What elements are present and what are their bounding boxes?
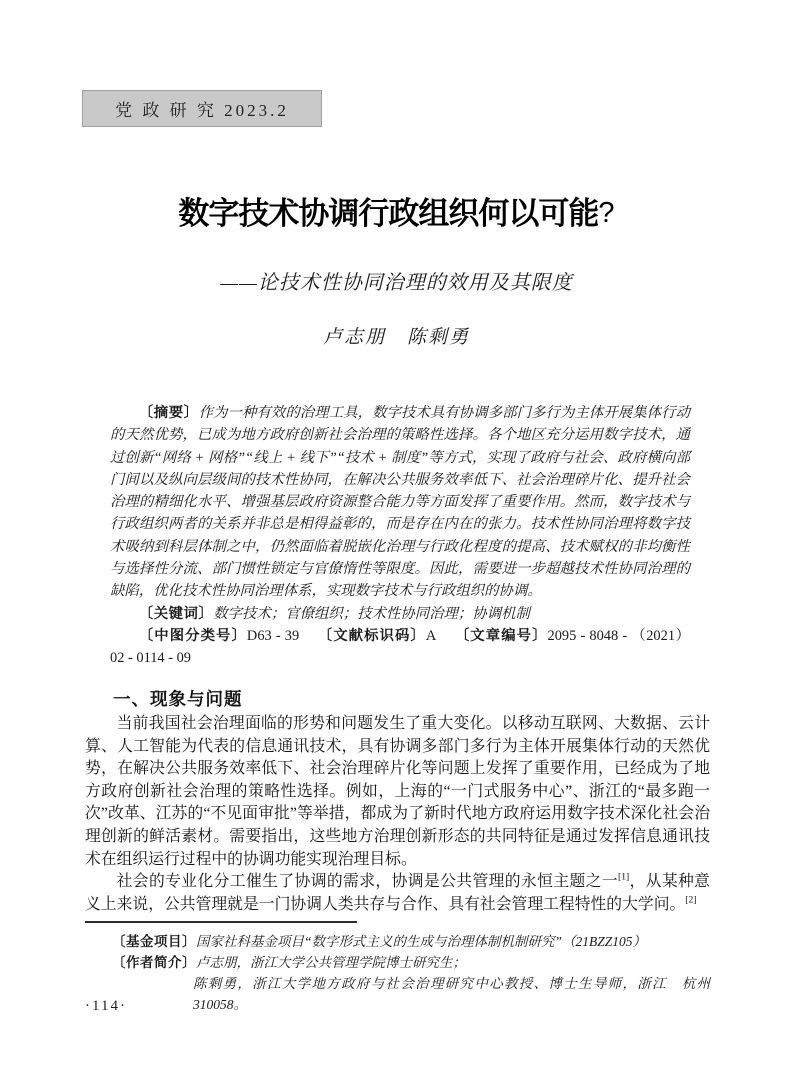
fund-text: 国家社科基金项目“数字形式主义的生成与治理体制机制研究”（21BZZ105） xyxy=(196,934,647,949)
article-title-text: 数字技术协调行政组织何以可能 xyxy=(178,196,599,231)
author-bio-label: 〔作者简介〕 xyxy=(112,955,196,970)
front-matter xyxy=(110,402,690,670)
author-bio-line1: 卢志朋，浙江大学公共管理学院博士研究生； xyxy=(196,955,466,970)
author-bio-continuation xyxy=(112,973,724,1015)
citation-ref-2: [2] xyxy=(685,895,697,906)
body-text xyxy=(85,713,710,916)
author-bio-note xyxy=(112,952,710,973)
clc-value: D63 - 39 xyxy=(246,627,300,644)
fund-label: 〔基金项目〕 xyxy=(112,934,196,949)
journal-badge: 党 政 研 究 2023.2 xyxy=(82,90,322,127)
fund-note xyxy=(112,931,710,952)
article-subtitle: ——论技术性协同治理的效用及其限度 xyxy=(220,272,573,294)
body-paragraph-2-text-2: ，从某种意义上来说，公共管理就是一门协调人类共存与合作、具有社会管理工程特性的大学问。 xyxy=(85,873,710,913)
citation-ref-1: [1] xyxy=(618,872,630,883)
keywords-label: 〔关键词〕 xyxy=(138,605,214,622)
article-id-label: 〔文章编号〕 xyxy=(454,627,548,644)
keywords-text: 数字技术；官僚组织；技术性协同治理；协调机制 xyxy=(213,605,530,622)
section-heading: 一、现象与问题 xyxy=(113,689,243,709)
abstract-paragraph xyxy=(110,402,690,603)
page-number: ·114· xyxy=(85,998,127,1014)
article-title-question-mark: ? xyxy=(598,197,615,229)
article-title xyxy=(0,188,793,233)
body-paragraph-2-text-1: 社会的专业化分工催生了协调的需求，协调是公共管理的永恒主题之一 xyxy=(116,873,619,891)
cip-line xyxy=(110,625,690,670)
keywords-line xyxy=(110,603,690,625)
footnotes xyxy=(112,931,724,1015)
author-names: 卢志朋 陈剩勇 xyxy=(322,327,470,348)
doc-code-label: 〔文献标识码〕 xyxy=(317,627,426,644)
body-paragraph-1: 当前我国社会治理面临的形势和问题发生了重大变化。以移动互联网、大数据、云计算、人工智能为代表的信息通讯技术，具有协调多部门多行为主体开展集体行动的天然优势，在解决公共服务效率低下、社会治理碎片化等问题上发挥了重要作用，已经成为了地方政府创新社会治理的策略性选择。例如，上海的“一门式服务中心”、浙江的“最多跑一次”改革、江苏的“不见面审批”等举措，都成为了新时代地方政府运用数字技术深化社会治理创新的鲜活素材。需要指出，这些地方治理创新形态的共同特征是通过发挥信息通讯技术在组织运行过程中的协调功能实现治理目标。 xyxy=(85,715,710,868)
abstract-text: 作为一种有效的治理工具，数字技术具有协调多部门多行为主体开展集体行动的天然优势，已成为地方政府创新社会治理的策略性选择。各个地区充分运用数字技术，通过创新“网络 + 网格”“线上 + 线下”“技术 + 制度”等方式，实现了政府与社会、政府横向部门间以及纵向层级间的技术性协同，在解决公共服务效率低下、社会治理碎片化、提升社会治理的精细化水平、增强基层政府资源整合能力等方面发挥了重要作用。然而，数字技术与行政组织两者的关系并非总是相得益彰的，而是存在内在的张力。技术性协同治理将数字技术吸纳到科层体制之中，仍然面临着脱嵌化治理与行政化程度的提高、技术赋权的非均衡性与选择性分流、部门惯性锁定与官僚惰性等限度。因此，需要进一步超越技术性协同治理的缺陷，优化技术性协同治理体系，实现数字技术与行政组织的协调。 xyxy=(110,405,690,600)
footnote-divider xyxy=(85,921,357,923)
clc-label: 〔中图分类号〕 xyxy=(138,627,247,644)
author-bio-line2: 陈剩勇，浙江大学地方政府与社会治理研究中心教授、博士生导师，浙江 杭州 310058。 xyxy=(193,976,724,1012)
doc-code-value: A xyxy=(425,627,437,644)
article-id-value: 2095 - 8048 - （2021） 02 - 0114 - 09 xyxy=(110,627,690,667)
abstract-label: 〔摘要〕 xyxy=(138,405,199,421)
body-paragraph-2 xyxy=(85,871,710,916)
